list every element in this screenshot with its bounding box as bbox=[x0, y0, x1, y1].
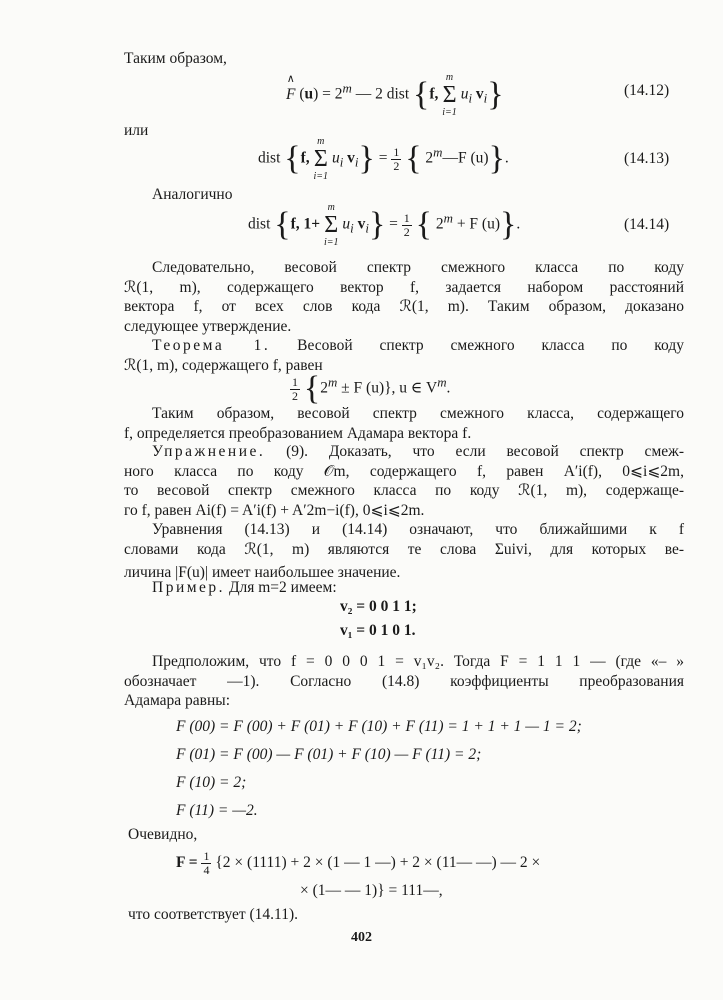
coef-01: F (01) = F (00) — F (01) + F (10) — F (11) = 2; bbox=[176, 746, 482, 763]
text-line: f, определяется преобразованием Адамара вектора f. bbox=[124, 424, 472, 442]
eq-body: f, bbox=[300, 149, 310, 167]
final-formula-line1: F = $\frac{1}{4}$ {2 × (1111) + 2 × (1 — 1 —) + 2 × (11— —) — 2 × bbox=[176, 849, 541, 877]
theorem-formula: $\frac{1}{2}$ {$2^m \pm F$ (u)}, u ∈ $V^m$. bbox=[292, 370, 451, 407]
vector-v1: v₁ = 0 1 0 1. bbox=[340, 622, 416, 639]
text-line: Следовательно, весовой спектр смежного класса по коду bbox=[152, 259, 684, 276]
text-line: Предположим, что f = 0 0 0 1 = v₁v₂. Тогда F = 1 1 1 — (где «– » bbox=[152, 653, 684, 670]
equation-14-14: dist {f, 1+ m Σ i=1 $u_i$ $v_i$} = $\frac{1}{2}$ { $2^m + F$ (u)}. bbox=[248, 202, 521, 248]
equation-14-12: ∧ F $(u) = 2^m$ — 2 dist {f, m Σ i=1 $u_i$ $v_i$} bbox=[286, 72, 504, 118]
sum-symbol: m Σ i=1 bbox=[442, 72, 457, 118]
text-line: Пример. Для m=2 имеем: bbox=[152, 579, 337, 596]
hadamard-f-hat: ∧ F bbox=[286, 86, 295, 104]
text-line: Таким образом, весовой спектр смежного класса, содержащего bbox=[152, 405, 684, 422]
intro-text: Таким образом, bbox=[124, 50, 227, 67]
final-formula-line2: × (1— — 1)} = 111—, bbox=[300, 882, 443, 899]
text-line: вектора f, от всех слов кода ℛ(1, m). Таким образом, доказано bbox=[124, 298, 684, 315]
sum-symbol: m Σ i=1 bbox=[313, 136, 329, 182]
coef-11: F (11) = —2. bbox=[176, 802, 258, 819]
eq-label-14-14: (14.14) bbox=[624, 216, 670, 233]
text-line: Упражнение. (9). Доказать, что если весовой спектр смеж- bbox=[152, 443, 684, 460]
example-heading bbox=[124, 578, 684, 598]
eq-body: f, bbox=[429, 85, 439, 103]
eq-label-14-12: (14.12) bbox=[624, 82, 670, 99]
text-line: то весовой спектр смежного класса по коду ℛ(1, m), содержаще- bbox=[124, 482, 684, 499]
paragraph-suppose bbox=[124, 652, 684, 711]
fraction: $\frac{1}{2}$ bbox=[393, 144, 400, 173]
text-line: личина |F(u)| имеет наибольшее значение. bbox=[124, 564, 401, 581]
text-line: ного класса по коду 𝒪m, содержащего f, равен A′i(f), 0⩽i⩽2m, bbox=[124, 462, 684, 480]
eq-term: u bbox=[460, 85, 469, 103]
text-line: Теорема 1. Весовой спектр смежного класса по коду bbox=[152, 337, 684, 354]
obvious-text: Очевидно, bbox=[128, 826, 198, 843]
eq-label-14-13: (14.13) bbox=[624, 150, 670, 167]
paragraph-coset-spectrum bbox=[124, 258, 684, 336]
text-line: го f, равен Ai(f) = A′i(f) + A′2m−i(f), 0⩽i⩽2m. bbox=[124, 501, 425, 519]
theorem-1 bbox=[124, 336, 684, 375]
eq-mid: — 2 dist bbox=[351, 85, 410, 103]
text-line: Уравнения (14.13) и (14.14) означают, что ближайшими к f bbox=[152, 521, 684, 538]
eq-lhs: dist bbox=[258, 149, 281, 167]
equation-14-13: dist {f, m Σ i=1 $u_i$ $v_i$} = $\frac{1}{2}$ { 2$^m$—F (u)}. bbox=[258, 136, 509, 182]
text-line: ℛ(1, m), содержащего вектор f, задается набором расстояний bbox=[124, 278, 684, 296]
closing-text: что соответствует (14.11). bbox=[128, 906, 299, 923]
vector-v2: v₂ = 0 0 1 1; bbox=[340, 598, 417, 615]
coef-00: F (00) = F (00) + F (01) + F (10) + F (11) = 1 + 1 + 1 — 1 = 2; bbox=[176, 718, 582, 735]
ili-text: или bbox=[124, 122, 149, 139]
text-line: ℛ(1, m), содержащего f, равен bbox=[124, 356, 323, 374]
sum-symbol: m Σ i=1 bbox=[323, 202, 339, 248]
coef-10: F (10) = 2; bbox=[176, 774, 247, 791]
analog-text: Аналогично bbox=[152, 186, 233, 203]
text-line: словами кода ℛ(1, m) являются те слова Σuivi, для которых ве- bbox=[124, 540, 684, 558]
exercise-9 bbox=[124, 442, 684, 520]
eq-sup: m bbox=[342, 80, 352, 96]
eq-term2: v bbox=[475, 85, 484, 103]
text-line: Адамара равны: bbox=[124, 692, 231, 709]
text-line: обозначает —1). Согласно (14.8) коэффициенты преобразования bbox=[124, 672, 684, 690]
page-number: 402 bbox=[351, 930, 372, 945]
paragraph-hadamard bbox=[124, 404, 684, 443]
text-line: следующее утверждение. bbox=[124, 317, 292, 335]
paragraph-nearest-words bbox=[124, 520, 684, 583]
